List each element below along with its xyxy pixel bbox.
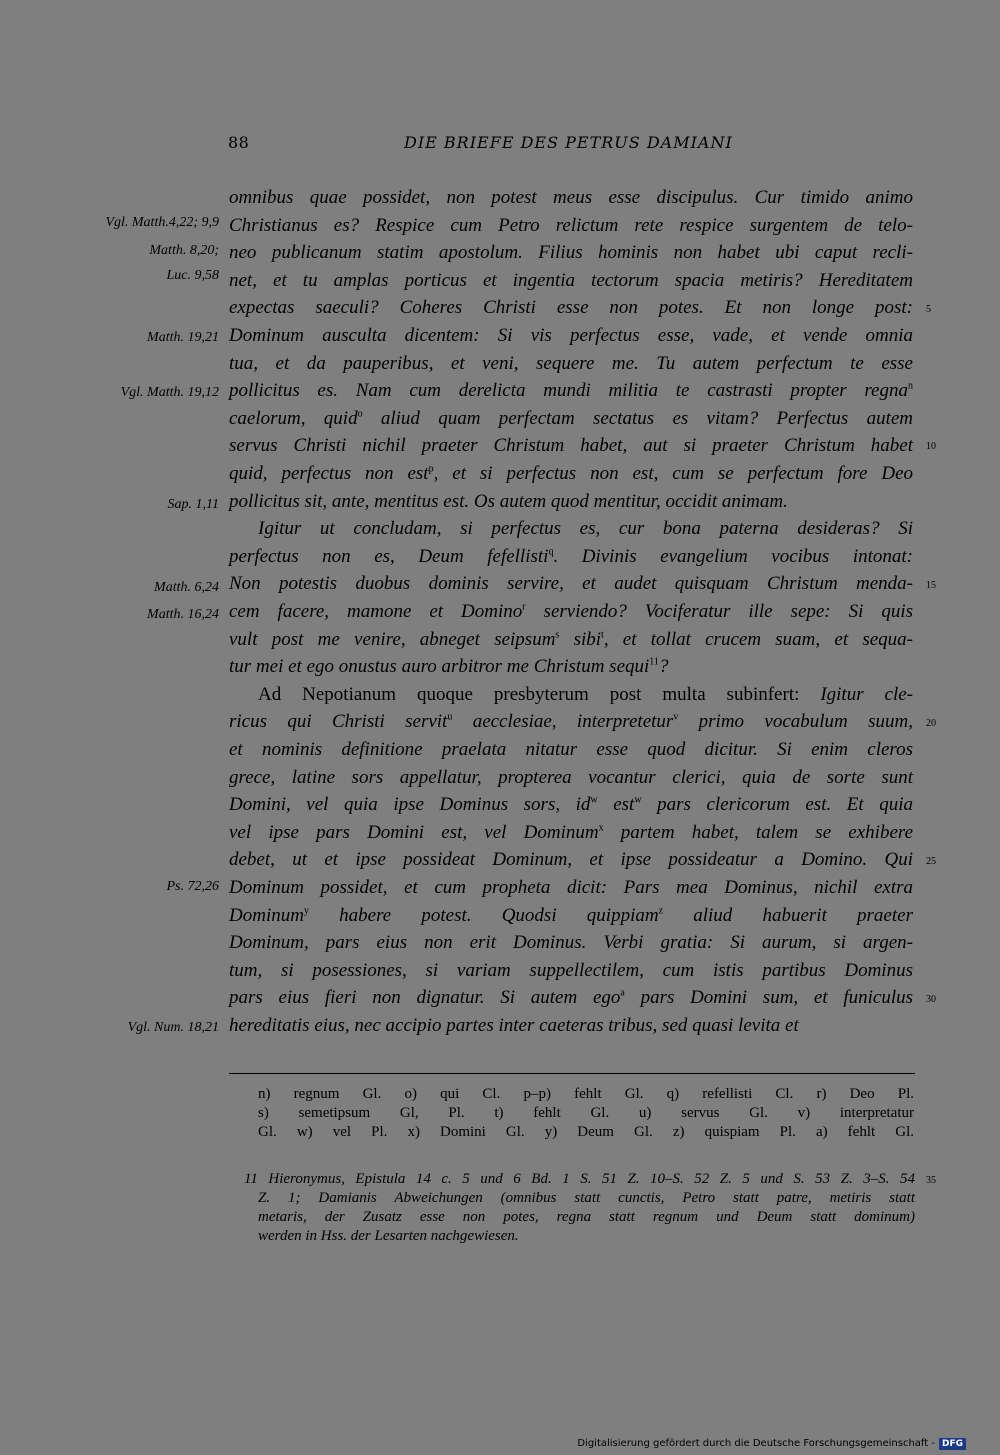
- line-number: 10: [926, 441, 936, 452]
- footnote-line: werden in Hss. der Lesarten nachgewiesen.: [258, 1228, 519, 1244]
- marginal-reference: Matth. 16,24: [147, 607, 219, 622]
- upright-text: Ad Nepotianum quoque presbyterum post multa subinfert:: [258, 683, 800, 705]
- italic-text: Igitur cle-: [799, 683, 913, 705]
- text-line: tum, si posessiones, si variam suppellectilem, cum istis partibus Dominus: [229, 959, 913, 981]
- footnote-line: Z. 1; Damianis Abweichungen (omnibus statt cunctis, Petro statt patre, metiris statt: [258, 1190, 915, 1206]
- sigil: o: [357, 408, 363, 420]
- text-line: pars eius fieri non dignatur. Si autem ego$^a$ pars Domini sum, et funiculus: [229, 987, 913, 1009]
- footnote-line: metaris, der Zusatz esse non potes, regna statt regnum und Deum statt dominum): [258, 1209, 915, 1225]
- marginal-reference: Ps. 72,26: [166, 879, 219, 894]
- text-line: vel ipse pars Domini est, vel Dominum$^x$ partem habet, talem se exhibere: [229, 821, 914, 843]
- sigil: w: [634, 794, 642, 806]
- dfg-logo: DFG: [939, 1438, 966, 1450]
- text-line: caelorum, quid$^o$ aliud quam perfectam sectatus es vitam? Perfectus autem: [229, 407, 914, 429]
- text-line: Dominum, pars eius non erit Dominus. Verbi gratia: Si aurum, si argen-: [229, 932, 913, 954]
- text-line: Dominum$^y$ habere potest. Quodsi quippiam$^z$ aliud habuerit praeter: [229, 904, 913, 926]
- sigil: v: [673, 712, 679, 724]
- footnote-rule: [229, 1073, 915, 1074]
- text-line: pollicitus es. Nam cum derelicta mundi militia te castrasti propter regna$^n$: [229, 380, 913, 402]
- apparatus-line: n) regnum Gl. o) qui Cl. p–p) fehlt Gl. q) refellisti Cl. r) Deo Pl.: [258, 1086, 914, 1102]
- apparatus-line: Gl. w) vel Pl. x) Domini Gl. y) Deum Gl. z) quispiam Pl. a) fehlt Gl.: [258, 1124, 914, 1140]
- sigil: z: [658, 905, 664, 917]
- sigil: w: [590, 794, 598, 806]
- text-line: cem facere, mamone et Domino$^r$ serviendo? Vociferatur ille sepe: Si quis: [229, 601, 913, 622]
- marginal-reference: Luc. 9,58: [166, 268, 219, 283]
- marginal-reference: Sap. 1,11: [167, 497, 219, 512]
- marginal-reference: Vgl. Matth.4,22; 9,9: [105, 215, 219, 230]
- text-line: Christianus es? Respice cum Petro relictum rete respice surgentem de telo-: [229, 214, 913, 236]
- text-line: perfectus non es, Deum fefellisti$^q$. Divinis evangelium vocibus intonat:: [229, 545, 914, 567]
- text-line: ricus qui Christi servit$^u$ aecclesiae, interpretetur$^v$ primo vocabulum suum,: [229, 711, 913, 733]
- text-line: tua, et da pauperibus, et veni, sequere me. Tu autem perfectum te esse: [229, 352, 913, 374]
- sigil: y: [303, 905, 309, 917]
- sigil: t: [601, 629, 604, 641]
- text-line: debet, ut et ipse possideat Dominum, et ipse possideatur a Domino. Qui: [229, 849, 913, 871]
- page-number: 88: [228, 133, 250, 152]
- line-number: 25: [926, 856, 936, 867]
- sigil: p: [428, 463, 434, 475]
- running-head: DIE BRIEFE DES PETRUS DAMIANI: [404, 133, 733, 152]
- sigil: u: [447, 712, 453, 724]
- sigil: a: [620, 988, 625, 1000]
- text-line: omnibus quae possidet, non potest meus esse discipulus. Cur timido animo: [229, 187, 913, 208]
- text-line: Dominum possidet, et cum propheta dicit: Pars mea Dominus, nichil extra: [229, 877, 913, 898]
- text-line: servus Christi nichil praeter Christum habet, aut si praeter Christum habet: [229, 435, 913, 457]
- text-line: grece, latine sors appellatur, propterea vocantur clerici, quia de sorte sunt: [229, 766, 913, 788]
- footnote-line: 11 Hieronymus, Epistula 14 c. 5 und 6 Bd. 1 S. 51 Z. 10–S. 52 Z. 5 und S. 53 Z. 3–S. 54: [244, 1171, 915, 1187]
- line-number: 20: [926, 718, 936, 729]
- sigil: r: [522, 601, 526, 613]
- text-line: pollicitus sit, ante, mentitus est. Os autem quod mentitur, occidit animam.: [229, 490, 788, 512]
- line-number: 15: [926, 580, 936, 591]
- marginal-reference: Matth. 8,20;: [149, 243, 219, 258]
- line-number: 35: [926, 1175, 936, 1186]
- sigil: s: [555, 629, 560, 641]
- text-line: quid, perfectus non est$^p$, et si perfectus non est, cum se perfectum fore Deo: [229, 463, 914, 484]
- text-line: tur mei et ego onustus auro arbitror me Christum sequi$^{11}$?: [229, 656, 669, 678]
- text-line: Igitur ut concludam, si perfectus es, cur bona paterna desideras? Si: [258, 518, 913, 540]
- marginal-reference: Vgl. Num. 18,21: [127, 1020, 219, 1035]
- sigil: x: [598, 822, 604, 834]
- sigil: n: [908, 380, 913, 392]
- text-line: net, et tu amplas porticus et ingentia tectorum spacia metiris? Hereditatem: [229, 269, 913, 291]
- credit-text: Digitalisierung gefördert durch die Deutsche Forschungsgemeinschaft -: [577, 1438, 935, 1449]
- apparatus-line: s) semetipsum Gl, Pl. t) fehlt Gl. u) servus Gl. v) interpretatur: [258, 1105, 914, 1121]
- text-line: Non potestis duobus dominis servire, et audet quisquam Christum menda-: [229, 573, 913, 595]
- text-line: neo publicanum statim apostolum. Filius hominis non habet ubi caput recli-: [229, 242, 913, 264]
- line-number: 5: [926, 304, 931, 315]
- text-line: et nominis definitione praelata nitatur esse quod dicitur. Si enim cleros: [229, 739, 913, 760]
- text-line: [258, 682, 913, 707]
- marginal-reference: Vgl. Matth. 19,12: [120, 385, 219, 400]
- marginal-reference: Matth. 19,21: [147, 330, 219, 345]
- digitization-credit: [577, 1438, 966, 1450]
- text-line: expectas saeculi? Coheres Christi esse non potes. Et non longe post:: [229, 297, 913, 319]
- marginal-reference: Matth. 6,24: [154, 580, 219, 595]
- text-line: hereditatis eius, nec accipio partes inter caeteras tribus, sed quasi levita et: [229, 1015, 799, 1036]
- sigil: q: [548, 546, 554, 558]
- sigil: 11: [649, 656, 659, 668]
- text-line: Dominum ausculta dicentem: Si vis perfectus esse, vade, et vende omnia: [229, 325, 913, 346]
- text-line: vult post me venire, abneget seipsum$^s$ sibi$^t$, et tollat crucem suam, et sequa-: [229, 628, 913, 650]
- text-line: Domini, vel quia ipse Dominus sors, $id^w$ est$^w$ pars clericorum est. Et quia: [229, 794, 913, 816]
- line-number: 30: [926, 994, 936, 1005]
